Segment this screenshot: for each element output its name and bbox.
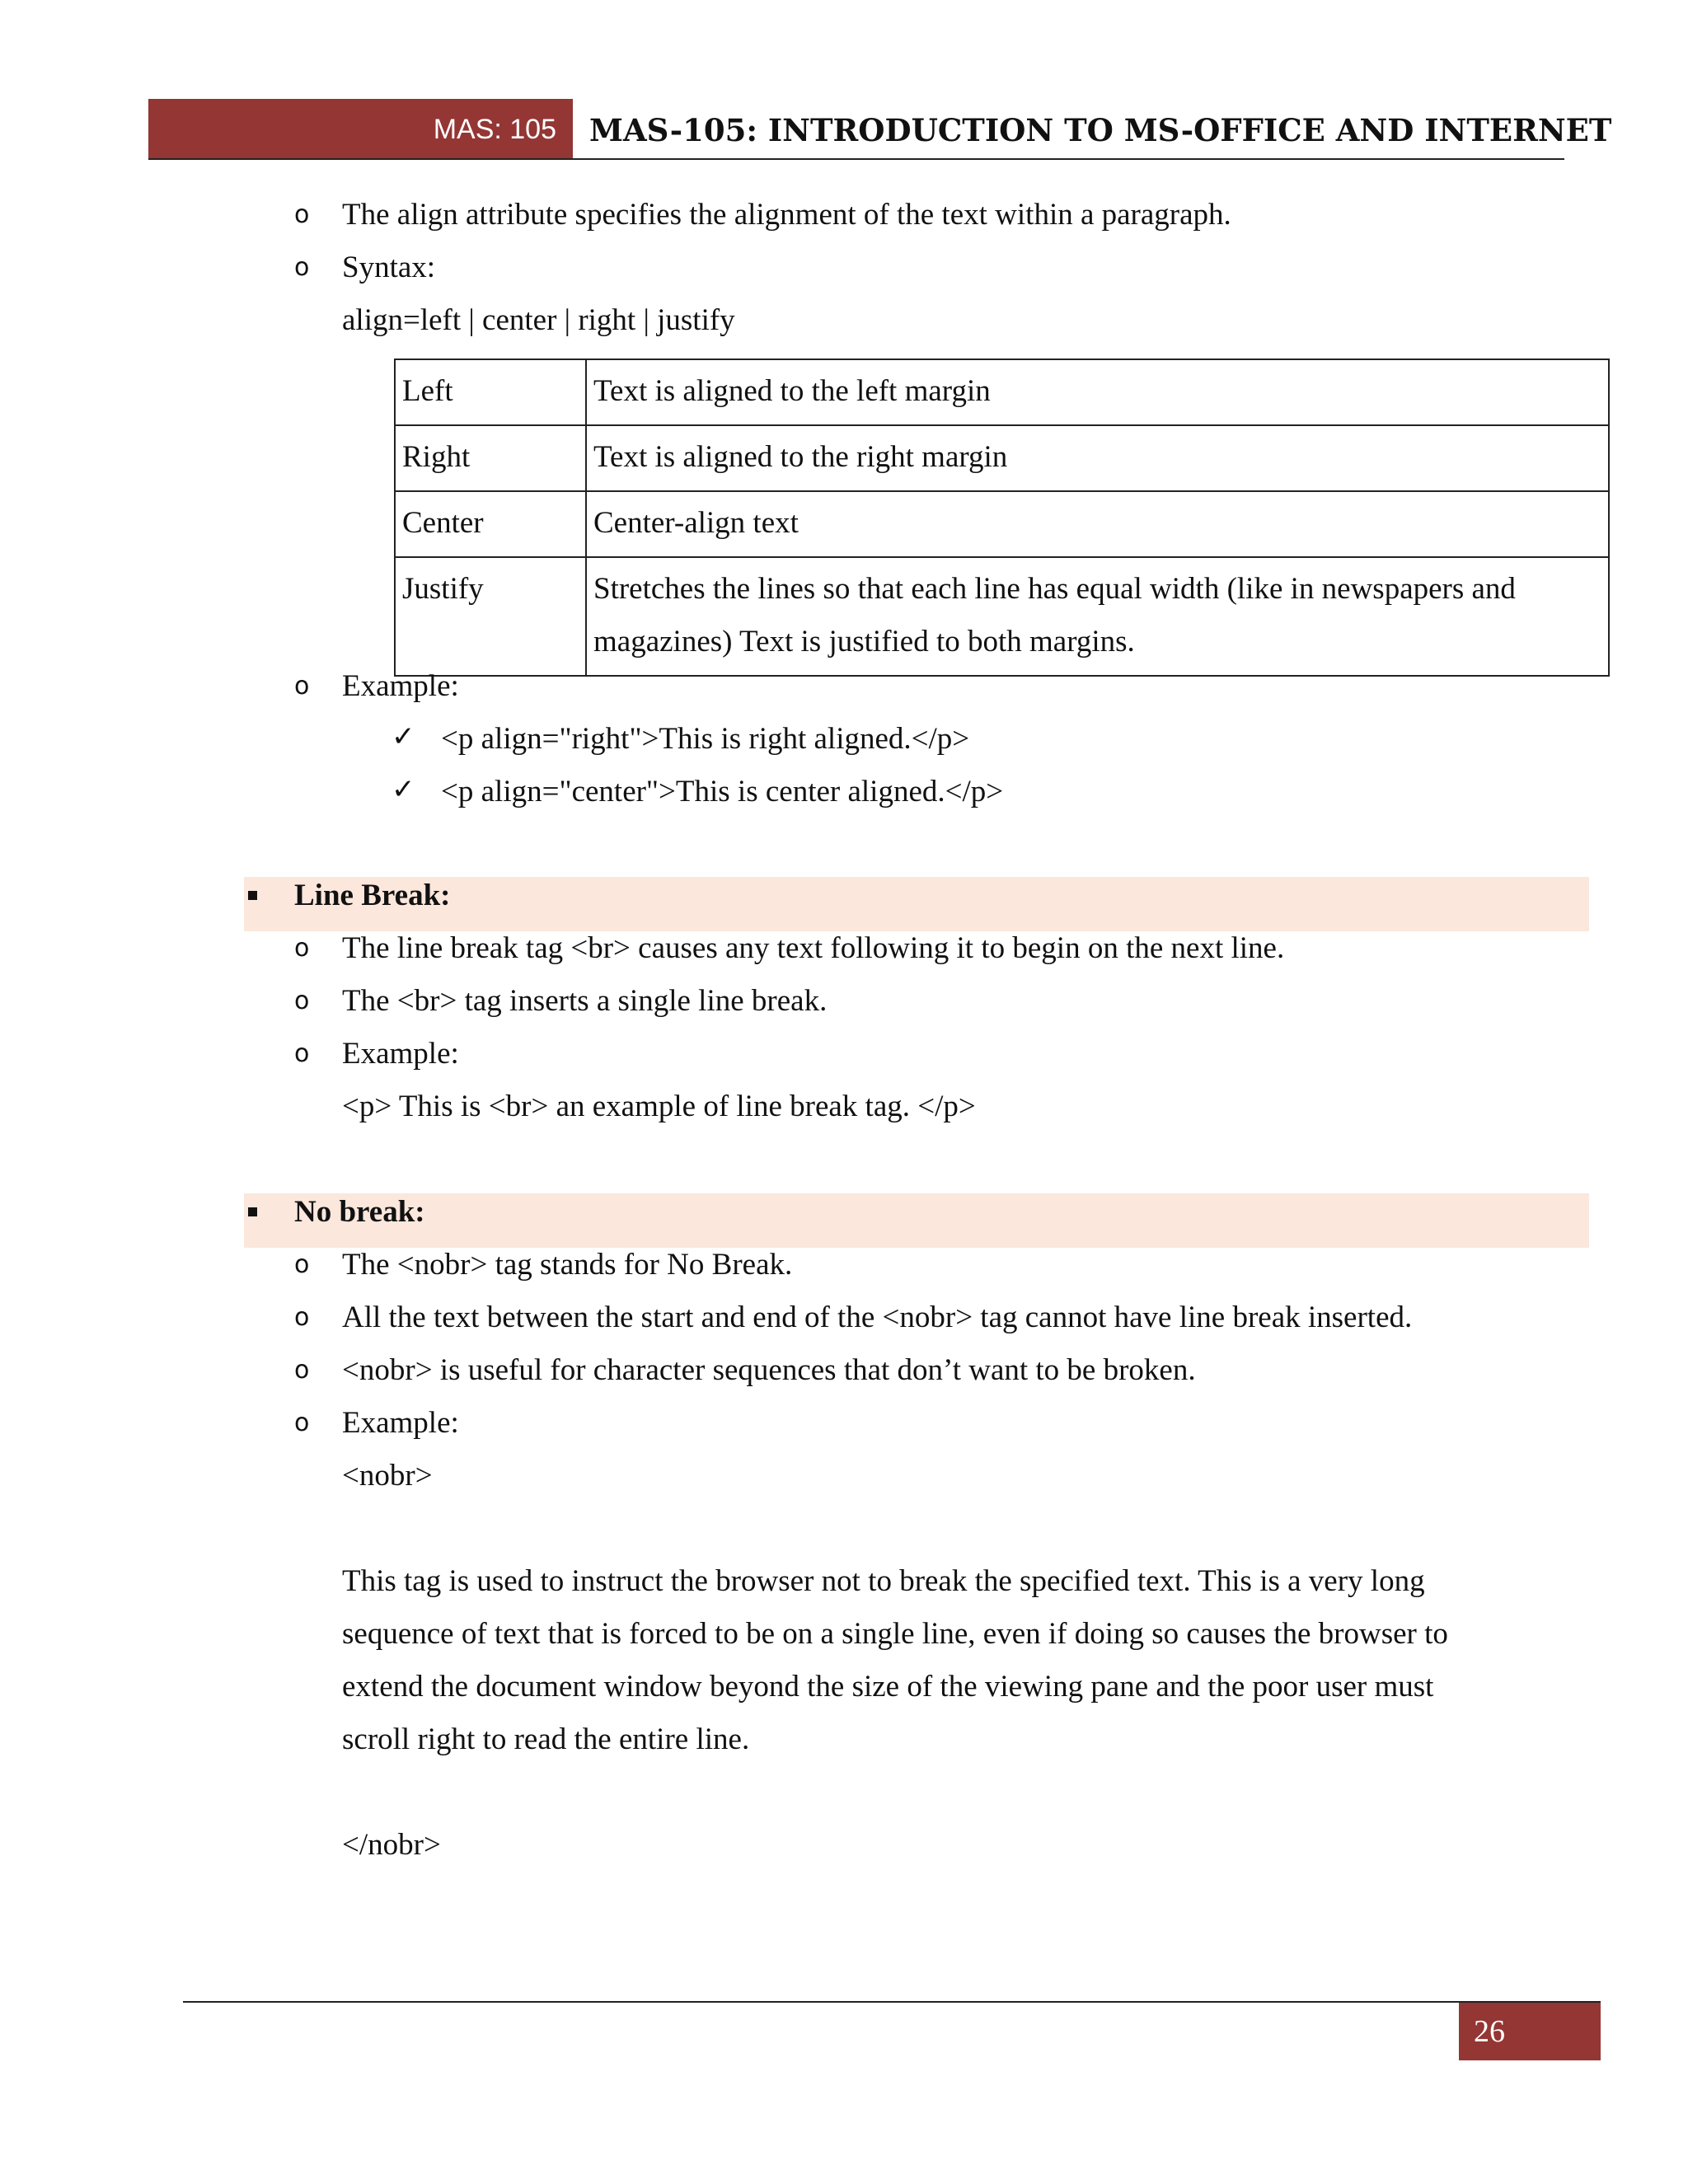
code-open-tag: <nobr> bbox=[342, 1459, 433, 1493]
list-bullet: o bbox=[294, 1303, 310, 1332]
table-cell-value: Center bbox=[395, 491, 586, 557]
paragraph-line: sequence of text that is forced to be on a single line, even if doing so causes the browser to bbox=[342, 1617, 1448, 1651]
table-row bbox=[395, 359, 1609, 425]
list-item: Example: bbox=[342, 669, 459, 703]
header-title: MAS-105: INTRODUCTION TO MS-OFFICE AND INTERNET bbox=[589, 112, 1612, 148]
paragraph-line: This tag is used to instruct the browser not to break the specified text. This is a very long bbox=[342, 1564, 1425, 1598]
list-item: Example: bbox=[342, 1406, 459, 1440]
code-example: <p> This is <br> an example of line break tag. </p> bbox=[342, 1090, 976, 1123]
table-cell-value: Left bbox=[395, 359, 586, 425]
checkmark-icon: ✓ bbox=[392, 773, 415, 806]
square-bullet-icon bbox=[248, 1207, 257, 1216]
paragraph-line: scroll right to read the entire line. bbox=[342, 1722, 750, 1756]
code-example: <p align="right">This is right aligned.</p> bbox=[441, 722, 970, 756]
list-bullet: o bbox=[294, 987, 310, 1015]
list-bullet: o bbox=[294, 1356, 310, 1385]
list-item: The line break tag <br> causes any text following it to begin on the next line. bbox=[342, 931, 1285, 965]
list-bullet: o bbox=[294, 672, 310, 701]
table-cell-value: Right bbox=[395, 425, 586, 491]
header-rule bbox=[148, 158, 1564, 160]
list-item: All the text between the start and end of the <nobr> tag cannot have line break inserted. bbox=[342, 1301, 1413, 1334]
table-cell-value: Justify bbox=[395, 557, 586, 676]
list-item: The <br> tag inserts a single line break. bbox=[342, 984, 828, 1018]
list-bullet: o bbox=[294, 200, 310, 229]
table-row bbox=[395, 557, 1609, 676]
paragraph-line: extend the document window beyond the size of the viewing pane and the poor user must bbox=[342, 1670, 1434, 1704]
section-title: No break: bbox=[294, 1195, 425, 1229]
table-cell-description: Text is aligned to the left margin bbox=[586, 359, 1609, 425]
list-item: The <nobr> tag stands for No Break. bbox=[342, 1248, 793, 1282]
list-bullet: o bbox=[294, 1250, 310, 1279]
table-cell-description: Center-align text bbox=[586, 491, 1609, 557]
list-bullet: o bbox=[294, 253, 310, 282]
list-item: The align attribute specifies the alignment of the text within a paragraph. bbox=[342, 198, 1231, 232]
list-item: Syntax: bbox=[342, 251, 436, 284]
table-cell-description-line: magazines) Text is justified to both margins. bbox=[593, 625, 1135, 658]
section-highlight-band bbox=[244, 1193, 1589, 1248]
square-bullet-icon bbox=[248, 891, 257, 900]
page-number: 26 bbox=[1459, 2003, 1601, 2060]
checkmark-icon: ✓ bbox=[392, 720, 415, 753]
table-row bbox=[395, 491, 1609, 557]
header-course-code: MAS: 105 bbox=[148, 99, 573, 160]
code-close-tag: </nobr> bbox=[342, 1828, 441, 1862]
list-bullet: o bbox=[294, 1408, 310, 1437]
table-row bbox=[395, 425, 1609, 491]
footer-rule bbox=[183, 2001, 1601, 2003]
code-example: <p align="center">This is center aligned.</p> bbox=[441, 775, 1004, 808]
list-item: <nobr> is useful for character sequences that don’t want to be broken. bbox=[342, 1353, 1196, 1387]
table-cell-description-line: Stretches the lines so that each line has equal width (like in newspapers and bbox=[593, 572, 1516, 606]
table-cell-description bbox=[586, 557, 1609, 676]
syntax-line: align=left | center | right | justify bbox=[342, 303, 735, 337]
list-bullet: o bbox=[294, 1039, 310, 1068]
section-title: Line Break: bbox=[294, 879, 451, 912]
list-bullet: o bbox=[294, 934, 310, 963]
table-cell-description: Text is aligned to the right margin bbox=[586, 425, 1609, 491]
list-item: Example: bbox=[342, 1037, 459, 1071]
align-values-table bbox=[394, 359, 1610, 677]
